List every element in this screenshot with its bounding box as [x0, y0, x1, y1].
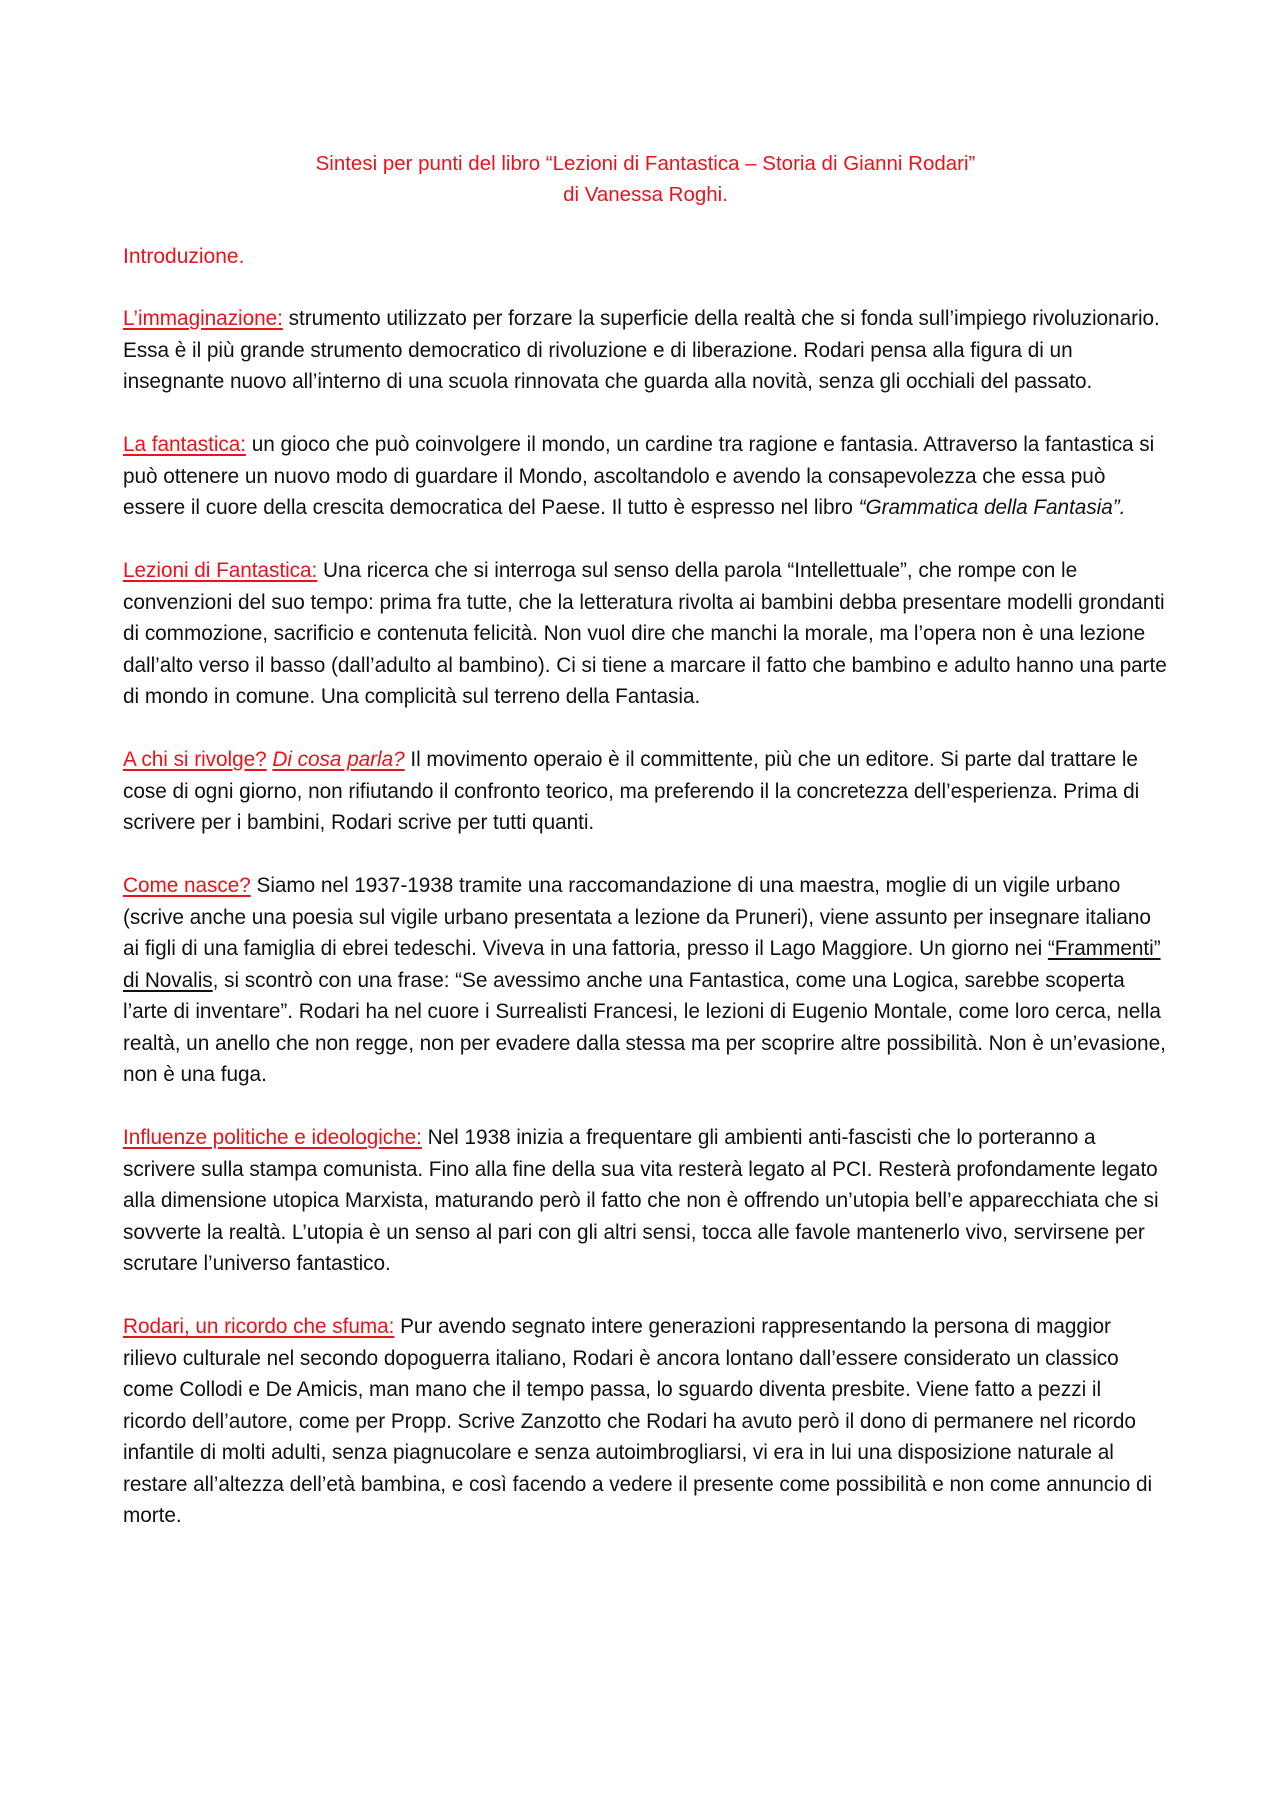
section-heading-chi-si-rivolge: A chi si rivolge? [123, 748, 267, 771]
section-ricordo [123, 1311, 1168, 1532]
document-title [123, 148, 1168, 210]
section-fantastica [123, 429, 1168, 524]
intro-heading: Introduzione. [123, 245, 245, 268]
section-heading-immaginazione: L’immaginazione: [123, 307, 283, 330]
frammenti-novalis-reference: “Frammenti” di Novalis [123, 937, 1161, 992]
title-line-1: Sintesi per punti del libro “Lezioni di Fantastica – Storia di Gianni Rodari” [315, 152, 976, 175]
section-text-nasce-after: , si scontrò con una frase: “Se avessimo anche una Fantastica, come una Logica, sarebbe scoperta l’arte di inventare”. Rodari ha nel cuore i Surrealisti Francesi, le lezioni di Eugenio Montale, come loro cerca, nella realtà, un anello che non regge, non per evadere dalla stessa ma per scoprire altre possibilità. Non è un’evasione, non è una fuga. [123, 968, 1166, 1086]
section-heading-di-cosa-parla: Di cosa parla? [272, 748, 405, 771]
section-heading-fantastica: La fantastica: [123, 433, 247, 456]
section-text-immaginazione: strumento utilizzato per forzare la superficie della realtà che si fonda sull’impiego rivoluzionario. Essa è il più grande strumento democratico di rivoluzione e di liberazione. Rodari pensa alla figura di un insegnante nuovo all’interno di una scuola rinnovata che guarda alla novità, senza gli occhiali del passato. [123, 307, 1160, 393]
section-text-fantastica: un gioco che può coinvolgere il mondo, un cardine tra ragione e fantasia. Attraverso la fantastica si può ottenere un nuovo modo di guardare il Mondo, ascoltandolo e avendo la consapevolezza che essa può essere il cuore della crescita democratica del Paese. Il tutto è espresso nel libro [123, 433, 1155, 519]
section-text-lezioni: Una ricerca che si interroga sul senso della parola “Intellettuale”, che rompe con le convenzioni del suo tempo: prima fra tutte, che la letteratura rivolta ai bambini debba presentare modelli grondanti di commozione, sacrificio e contenuta felicità. Non vuol dire che manchi la morale, ma l’opera non è una lezione dall’alto verso il basso (dall’adulto al bambino). Ci si tiene a marcare il fatto che bambino e adulto hanno una parte di mondo in comune. Una complicità sul terreno della Fantasia. [123, 559, 1167, 708]
section-heading-nasce: Come nasce? [123, 874, 251, 897]
section-lezioni [123, 555, 1168, 713]
title-line-2: di Vanessa Roghi. [563, 183, 728, 206]
section-text-ricordo: Pur avendo segnato intere generazioni rappresentando la persona di maggior rilievo culturale nel secondo dopoguerra italiano, Rodari è ancora lontano dall’essere considerato un classico come Collodi e De Amicis, man mano che il tempo passa, lo sguardo diventa presbite. Viene fatto a pezzi il ricordo dell’autore, come per Propp. Scrive Zanzotto che Rodari ha avuto però il dono di permanere nel ricordo infantile di molti adulti, senza piagnucolare e senza autoimbrogliarsi, vi era in lui una disposizione naturale al restare all’altezza dell’età bambina, e così facendo a vedere il presente come possibilità e non come annuncio di morte. [123, 1315, 1153, 1527]
document-content [123, 148, 1168, 1563]
section-text-influenze: Nel 1938 inizia a frequentare gli ambienti anti-fascisti che lo porteranno a scrivere sulla stampa comunista. Fino alla fine della sua vita resterà legato al PCI. Resterà profondamente legato alla dimensione utopica Marxista, maturando però il fatto che non è offrendo un’utopia bell’e apparecchiata che si sovverte la realtà. L’utopia è un senso al pari con gli altri sensi, tocca alle favole mantenerlo vivo, servirsene per scrutare l’universo fantastico. [123, 1126, 1159, 1275]
section-chi [123, 744, 1168, 839]
section-immaginazione [123, 303, 1168, 398]
section-heading-lezioni: Lezioni di Fantastica: [123, 559, 318, 582]
section-text-nasce-before: Siamo nel 1937-1938 tramite una raccomandazione di una maestra, moglie di un vigile urbano (scrive anche una poesia sul vigile urbano presentata a lezione da Pruneri), viene assunto per insegnare italiano ai figli di una famiglia di ebrei tedeschi. Viveva in una fattoria, presso il Lago Maggiore. Un giorno nei [123, 874, 1151, 960]
section-influenze [123, 1122, 1168, 1280]
section-text-chi: Il movimento operaio è il committente, più che un editore. Si parte dal trattare le cose di ogni giorno, non rifiutando il confronto teorico, ma preferendo il la concretezza dell’esperienza. Prima di scrivere per i bambini, Rodari scrive per tutti quanti. [123, 748, 1140, 834]
section-heading-influenze: Influenze politiche e ideologiche: [123, 1126, 422, 1149]
book-title-grammatica: “Grammatica della Fantasia”. [858, 496, 1126, 519]
section-heading-ricordo: Rodari, un ricordo che sfuma: [123, 1315, 395, 1338]
section-nasce [123, 870, 1168, 1091]
